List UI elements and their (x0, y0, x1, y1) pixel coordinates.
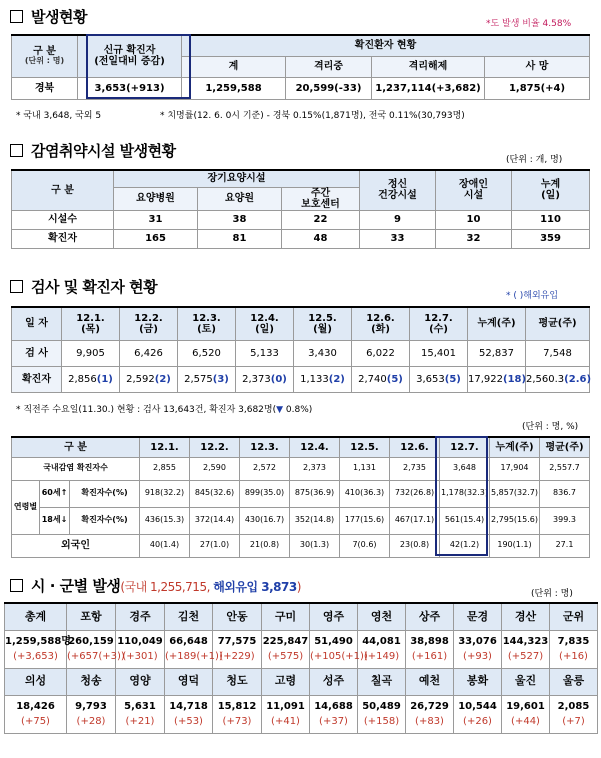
date-header: 12.4. (290, 437, 340, 457)
confirmed-value: 1,133 (300, 373, 329, 385)
city-name: 영천 (358, 603, 406, 630)
table-cell: 38 (198, 210, 282, 229)
table-cell: 7,548 (526, 340, 590, 366)
total-value: 1,259,588 (182, 77, 286, 99)
city-total: 33,076 (458, 636, 497, 647)
city-increase: (+28) (76, 716, 106, 727)
section3-title: 검사 및 확진자 현황 (10, 276, 157, 297)
city-increase: (+73) (222, 716, 252, 727)
city-name: 울진 (502, 668, 550, 695)
age-label: 60세↑ (40, 480, 70, 507)
row-label: 경북 (12, 77, 78, 99)
table-cell: 1,178(32.3) (440, 480, 490, 507)
city-name: 영양 (116, 668, 165, 695)
city-cell (358, 695, 406, 733)
city-increase: (+301) (122, 651, 158, 662)
header-date: 일 자 (12, 307, 62, 340)
city-cell (5, 695, 67, 733)
date-header: 12.4. (일) (236, 307, 294, 340)
city-increase: (+3,653) (13, 651, 58, 662)
city-total: 260,159 (68, 636, 114, 647)
table-cell: 845(32.6) (190, 480, 240, 507)
city-total: 77,575 (217, 636, 257, 647)
confirmed-value: 2,592 (126, 373, 155, 385)
city-cell (67, 630, 125, 668)
city-increase: (+26) (463, 716, 492, 727)
city-name: 안동 (213, 603, 262, 630)
city-name: 의성 (5, 668, 67, 695)
header-hospital: 요양병원 (114, 187, 198, 210)
header-nursing: 요양원 (198, 187, 282, 210)
city-total: 11,091 (266, 701, 305, 712)
s4-unit: (단위 : 명, %) (522, 422, 579, 432)
table-cell (62, 366, 120, 392)
city-increase: (+7) (562, 716, 585, 727)
city-total: 1,259,588명 (5, 636, 71, 647)
city-increase: (+83) (415, 716, 444, 727)
confirmed-value: 17,922 (468, 373, 503, 385)
table-cell (410, 366, 468, 392)
date-header: 12.3. (240, 437, 290, 457)
checkbox-square-icon (10, 144, 23, 157)
city-name: 경산 (502, 603, 550, 630)
city-increase: (+44) (511, 716, 540, 727)
age-label: 18세↓ (40, 507, 70, 534)
facility-table (11, 169, 590, 249)
city-name: 청도 (213, 668, 262, 695)
table-cell: 732(26.8) (390, 480, 440, 507)
age-text: 확진자수(%) (70, 507, 140, 534)
death-value: 1,875(+4) (485, 77, 590, 99)
table-cell: 918(32.2) (140, 480, 190, 507)
city-increase: (+229) (219, 651, 255, 662)
table-cell: 42(1.2) (440, 534, 490, 557)
table-cell: 30(1.3) (290, 534, 340, 557)
city-cell (502, 695, 550, 733)
date-header: 12.3. (토) (178, 307, 236, 340)
city-cell (116, 630, 165, 668)
table-cell: 561(15.4) (440, 507, 490, 534)
overseas-value: (5) (444, 373, 461, 385)
date-header: 12.5. (월) (294, 307, 352, 340)
date-header: 12.2. (190, 437, 240, 457)
table-cell (468, 366, 526, 392)
city-total: 225,847 (262, 636, 309, 647)
age-text: 확진자수(%) (70, 480, 140, 507)
table-cell: 17,904 (490, 457, 540, 480)
date-header: 12.2. (금) (120, 307, 178, 340)
table-cell: 3,648 (440, 457, 490, 480)
header-released: 격리해제 (372, 56, 485, 77)
city-name: 칠곡 (358, 668, 406, 695)
overseas-note: * ( )해외유입 (506, 291, 559, 301)
table-cell: 32 (436, 229, 512, 248)
city-name: 총계 (5, 603, 67, 630)
table-cell: 899(35.0) (240, 480, 290, 507)
city-name: 김천 (165, 603, 213, 630)
table-cell: 10 (436, 210, 512, 229)
table-cell: 2,855 (140, 457, 190, 480)
s2-unit: (단위 : 개, 명) (506, 155, 563, 165)
city-increase: (+105(+1)) (310, 651, 368, 662)
confirmed-value: 2,856 (68, 373, 97, 385)
header-gubun: 구 분 (12, 170, 114, 210)
table-cell (178, 366, 236, 392)
table-cell: 9 (360, 210, 436, 229)
confirmed-value: 2,740 (358, 373, 387, 385)
s5-unit: (단위 : 명) (531, 589, 573, 599)
city-name: 군위 (550, 603, 598, 630)
overseas-value: (2) (154, 373, 171, 385)
table-cell: 5,133 (236, 340, 294, 366)
city-name: 상주 (406, 603, 454, 630)
city-name: 고령 (262, 668, 310, 695)
checkbox-square-icon (10, 579, 23, 592)
city-cell (310, 630, 368, 668)
table-cell: 1,131 (340, 457, 390, 480)
city-name: 구미 (262, 603, 310, 630)
table-cell (526, 366, 590, 392)
table-cell: 359 (512, 229, 590, 248)
city-total: 2,085 (557, 701, 590, 712)
city-cell (406, 630, 454, 668)
section2-title: 감염취약시설 발생현황 (10, 140, 176, 161)
city-total: 144,323 (502, 636, 549, 647)
city-increase: (+527) (507, 651, 544, 662)
city-total: 51,490 (314, 636, 353, 647)
city-increase: (+53) (174, 716, 203, 727)
city-total: 14,718 (169, 701, 208, 712)
city-total: 26,729 (410, 701, 449, 712)
table-cell: 6,520 (178, 340, 236, 366)
confirmed-value: 2,575 (184, 373, 213, 385)
checkbox-square-icon (10, 280, 23, 293)
table-cell: 21(0.8) (240, 534, 290, 557)
row-label: 검 사 (12, 340, 62, 366)
city-cell (550, 630, 598, 668)
table-cell: 48 (282, 229, 360, 248)
table-cell: 2,557.7 (540, 457, 590, 480)
city-total: 7,835 (557, 636, 590, 647)
city-name: 영덕 (165, 668, 213, 695)
ratio-note: *도 발생 비율 4.58% (486, 19, 572, 29)
city-cell (165, 695, 213, 733)
city-increase: (+189(+1)) (165, 651, 223, 662)
confirmed-value: 2,373 (242, 373, 271, 385)
city-name: 포항 (67, 603, 116, 630)
table-cell: 177(15.6) (340, 507, 390, 534)
row-label: 연령별 (12, 480, 40, 534)
table-cell (352, 366, 410, 392)
table-cell: 2,735 (390, 457, 440, 480)
header-average: 평균(주) (540, 437, 590, 457)
city-cell (116, 695, 165, 733)
overseas-value: (5) (386, 373, 403, 385)
row-label: 국내감염 확진자수 (12, 457, 140, 480)
city-total: 110,049 (117, 636, 163, 647)
city-cell (310, 695, 358, 733)
city-total: 15,812 (217, 701, 257, 712)
city-total: 19,601 (506, 701, 545, 712)
city-total: 44,081 (362, 636, 401, 647)
city-name: 예천 (406, 668, 454, 695)
released-value: 1,237,114(+3,682) (372, 77, 485, 99)
header-cumulative: 누계 (일) (512, 170, 590, 210)
table-cell: 27.1 (540, 534, 590, 557)
new-confirmed-value: 3,653(+913) (78, 77, 182, 99)
city-name: 문경 (454, 603, 502, 630)
date-header: 12.6. (390, 437, 440, 457)
table-cell: 2,373 (290, 457, 340, 480)
test-table (11, 306, 590, 393)
row-label: 확진자 (12, 229, 114, 248)
city-cell (406, 695, 454, 733)
table-cell: 23(0.8) (390, 534, 440, 557)
table-cell: 81 (198, 229, 282, 248)
table-cell: 165 (114, 229, 198, 248)
date-header: 12.1. (140, 437, 190, 457)
table-cell: 52,837 (468, 340, 526, 366)
table-cell: 2,572 (240, 457, 290, 480)
table-cell (294, 366, 352, 392)
isolation-value: 20,599(-33) (286, 77, 372, 99)
row-label: 시설수 (12, 210, 114, 229)
table-cell: 467(17.1) (390, 507, 440, 534)
overseas-value: (3) (212, 373, 229, 385)
city-cell (502, 630, 550, 668)
down-arrow-icon: ▼ (276, 405, 284, 415)
city-total: 14,688 (314, 701, 353, 712)
city-name: 청송 (67, 668, 116, 695)
table-cell: 9,905 (62, 340, 120, 366)
city-increase: (+41) (271, 716, 300, 727)
city-name: 성주 (310, 668, 358, 695)
city-total: 50,489 (362, 701, 401, 712)
city-cell (213, 695, 262, 733)
table-cell: 110 (512, 210, 590, 229)
city-increase: (+75) (21, 716, 50, 727)
header-gubun: 구 분 (12, 437, 140, 457)
city-increase: (+93) (463, 651, 492, 662)
table-cell: 190(1.1) (490, 534, 540, 557)
overseas-value: (2) (328, 373, 345, 385)
header-isolation: 격리중 (286, 56, 372, 77)
table-cell: 22 (282, 210, 360, 229)
city-cell (454, 630, 502, 668)
city-increase: (+657(+3)) (67, 651, 125, 662)
header-new-confirmed: 신규 확진자 (전일대비 증감) (78, 35, 182, 77)
table-cell: 436(15.3) (140, 507, 190, 534)
city-total: 18,426 (16, 701, 55, 712)
domestic-note: * 국내 3,648, 국외 5 (16, 111, 102, 121)
header-cumulative: 누계(주) (490, 437, 540, 457)
table-cell: 2,795(15.6) (490, 507, 540, 534)
table-cell: 3,430 (294, 340, 352, 366)
table-cell: 430(16.7) (240, 507, 290, 534)
city-cell (454, 695, 502, 733)
overseas-value: (18) (503, 373, 527, 385)
city-name: 울릉 (550, 668, 598, 695)
city-table (4, 602, 598, 734)
confirmed-value: 3,653 (416, 373, 445, 385)
header-longterm: 장기요양시설 (114, 170, 360, 187)
table-cell: 875(36.9) (290, 480, 340, 507)
table-cell: 7(0.6) (340, 534, 390, 557)
city-cell (262, 630, 310, 668)
confirmed-value: 2,560.3 (526, 373, 565, 385)
overseas-value: (1) (96, 373, 113, 385)
table-cell: 15,401 (410, 340, 468, 366)
table-cell: 2,590 (190, 457, 240, 480)
city-increase: (+21) (125, 716, 155, 727)
date-header: 12.6. (화) (352, 307, 410, 340)
city-cell (213, 630, 262, 668)
city-total: 10,544 (458, 701, 497, 712)
prev-week-note: * 직전주 수요일(11.30.) 현황 : 검사 13,643건, 확진자 3,682명(▼ 0.8%) (16, 405, 313, 415)
header-total: 계 (182, 56, 286, 77)
header-mental: 정신 건강시설 (360, 170, 436, 210)
table-cell (236, 366, 294, 392)
city-name: 영주 (310, 603, 358, 630)
table-cell: 6,426 (120, 340, 178, 366)
table-cell: 6,022 (352, 340, 410, 366)
overseas-value: (2.6) (564, 373, 592, 385)
status-table (11, 34, 590, 100)
table-cell: 33 (360, 229, 436, 248)
table-cell: 399.3 (540, 507, 590, 534)
date-header: 12.1. (목) (62, 307, 120, 340)
city-total: 5,631 (124, 701, 156, 712)
city-total: 9,793 (75, 701, 107, 712)
table-cell (120, 366, 178, 392)
age-table (11, 436, 590, 558)
city-cell (67, 695, 116, 733)
table-cell: 372(14.4) (190, 507, 240, 534)
city-cell (358, 630, 406, 668)
city-name: 봉화 (454, 668, 502, 695)
table-cell: 836.7 (540, 480, 590, 507)
section1-title: 발생현황 (10, 6, 87, 27)
city-increase: (+158) (363, 716, 400, 727)
header-average: 평균(주) (526, 307, 590, 340)
header-daycare: 주간 보호센터 (282, 187, 360, 210)
table-cell: 352(14.8) (290, 507, 340, 534)
section5-title: 시 · 군별 발생(국내 1,255,715, 해외유입 3,873) (10, 575, 301, 596)
city-increase: (+149) (363, 651, 400, 662)
city-increase: (+575) (267, 651, 304, 662)
table-cell: 31 (114, 210, 198, 229)
row-label: 확진자 (12, 366, 62, 392)
table-cell: 40(1.4) (140, 534, 190, 557)
city-name: 경주 (116, 603, 165, 630)
date-header: 12.5. (340, 437, 390, 457)
city-increase: (+161) (411, 651, 448, 662)
table-cell: 410(36.3) (340, 480, 390, 507)
city-cell (165, 630, 223, 668)
city-increase: (+16) (559, 651, 588, 662)
header-disabled: 장애인 시설 (436, 170, 512, 210)
header-gubun: 구 분 (단위 : 명) (12, 35, 78, 77)
city-increase: (+37) (319, 716, 348, 727)
header-death: 사 망 (485, 56, 590, 77)
header-cumulative: 누계(주) (468, 307, 526, 340)
city-cell (5, 630, 71, 668)
row-label: 외국인 (12, 534, 140, 557)
overseas-value: (0) (270, 373, 287, 385)
date-header: 12.7. (440, 437, 490, 457)
city-cell (262, 695, 310, 733)
city-cell (550, 695, 598, 733)
header-status: 확진환자 현황 (182, 35, 590, 56)
table-cell: 27(1.0) (190, 534, 240, 557)
city-total: 66,648 (169, 636, 208, 647)
city-total: 38,898 (410, 636, 449, 647)
checkbox-square-icon (10, 10, 23, 23)
table-cell: 5,857(32.7) (490, 480, 540, 507)
fatality-note: * 치명률(12. 6. 0시 기준) - 경북 0.15%(1,871명), 전국 0.11%(30,793명) (160, 111, 465, 121)
date-header: 12.7. (수) (410, 307, 468, 340)
